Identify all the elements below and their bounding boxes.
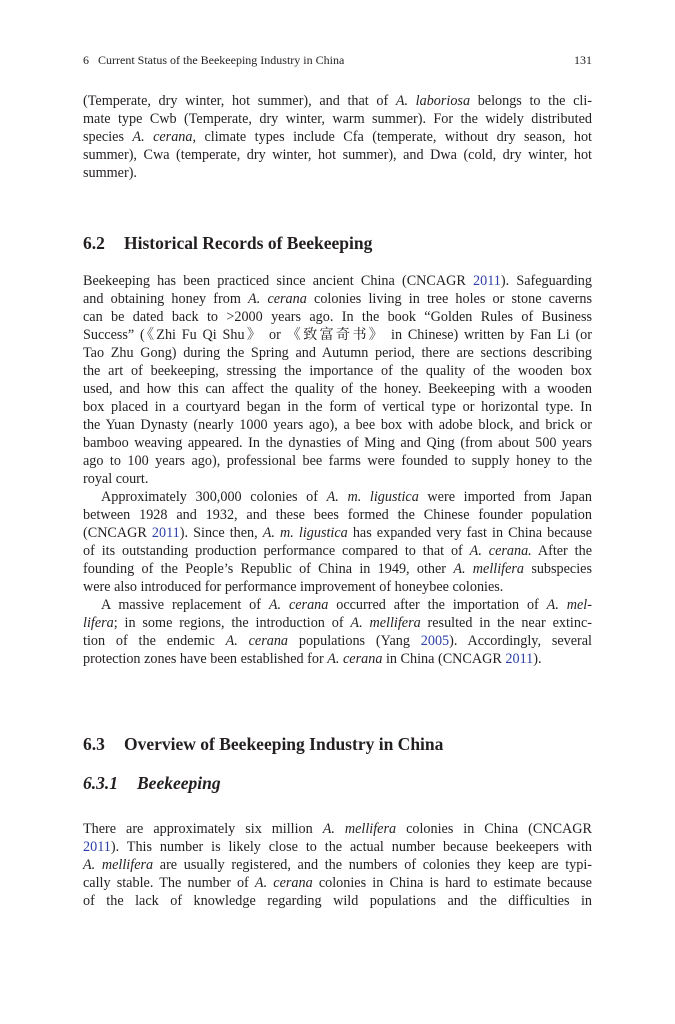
section-number: 6.3 bbox=[83, 734, 105, 754]
running-head bbox=[83, 53, 592, 68]
text-line: (CNCAGR 2011). Since then, A. m. ligustica has expanded very fast in China because bbox=[83, 525, 593, 541]
text-line: summer), Cwa (temperate, dry winter, hot summer), and Dwa (cold, dry winter, hot bbox=[83, 147, 592, 163]
text-line: (Temperate, dry winter, hot summer), and that of A. laboriosa belongs to the cli- bbox=[83, 93, 592, 109]
text-line: Tao Zhu Gong) during the Spring and Autumn period, there are sections describing bbox=[83, 345, 592, 361]
text-line: of its outstanding production performance compared to that of A. cerana. After the bbox=[83, 543, 593, 559]
section-heading-6-2 bbox=[83, 233, 372, 254]
citation-link[interactable]: 2011 bbox=[505, 651, 534, 667]
text-line: summer). bbox=[83, 165, 137, 181]
species-name: A. mellifera bbox=[350, 615, 421, 631]
running-head-chapter bbox=[83, 53, 344, 68]
species-name: A. m. ligustica bbox=[326, 489, 419, 505]
section-title: Overview of Beekeeping Industry in China bbox=[124, 734, 444, 754]
text-line: 2011). This number is likely close to the actual number because beekeepers with bbox=[83, 839, 592, 855]
text-line: mate type Cwb (Temperate, dry winter, warm summer). For the widely distributed bbox=[83, 111, 592, 127]
species-name: A. cerana bbox=[225, 633, 289, 649]
text-line: box placed in a courtyard began in the form of vertical type or horizontal type. In bbox=[83, 399, 592, 415]
subsection-title: Beekeeping bbox=[137, 773, 221, 793]
species-name: A. cerana bbox=[248, 291, 307, 307]
text-line: Beekeeping has been practiced since ancient China (CNCAGR 2011). Safeguarding bbox=[83, 273, 592, 289]
text-line: of the lack of knowledge regarding wild populations and the difficulties in bbox=[83, 893, 592, 909]
text-line: founding of the People’s Republic of China in 1949, other A. mellifera subspecies bbox=[83, 561, 592, 577]
species-name: A. mel- bbox=[546, 597, 592, 613]
citation-link[interactable]: 2011 bbox=[473, 273, 501, 289]
chapter-title: Current Status of the Beekeeping Industry in China bbox=[98, 53, 345, 67]
text-line: and obtaining honey from A. cerana colonies living in tree holes or stone caverns bbox=[83, 291, 592, 307]
section-heading-6-3 bbox=[83, 734, 443, 755]
species-name: A. mellifera bbox=[322, 821, 397, 837]
subsection-heading-6-3-1 bbox=[83, 773, 221, 794]
species-name: A. m. ligustica bbox=[262, 525, 348, 541]
section-number: 6.2 bbox=[83, 233, 105, 253]
text-line: were also introduced for performance improvement of honeybee colonies. bbox=[83, 579, 504, 595]
chapter-number: 6 bbox=[83, 53, 89, 67]
species-name: A. cerana. bbox=[469, 543, 532, 559]
text-line: can be dated back to >2000 years ago. In the book “Golden Rules of Business bbox=[83, 309, 592, 325]
citation-link[interactable]: 2011 bbox=[151, 525, 180, 541]
text-line: A. mellifera are usually registered, and the numbers of colonies they keep are typi- bbox=[83, 857, 592, 873]
text-line: lifera; in some regions, the introduction of A. mellifera resulted in the near extinc- bbox=[83, 615, 592, 631]
text-line: royal court. bbox=[83, 471, 149, 487]
species-name: A. cerana bbox=[268, 597, 329, 613]
text-line: Approximately 300,000 colonies of A. m. ligustica were imported from Japan bbox=[101, 489, 593, 505]
species-name: lifera bbox=[83, 615, 114, 631]
citation-link[interactable]: 2011 bbox=[83, 839, 111, 855]
text-line: There are approximately six million A. mellifera colonies in China (CNCAGR bbox=[83, 821, 593, 837]
species-name: A. cerana bbox=[327, 651, 383, 667]
text-line: ago to 100 years ago), professional bee farms were founded to supply honey to the bbox=[83, 453, 592, 469]
text-line: species A. cerana, climate types include Cfa (temperate, without dry season, hot bbox=[83, 129, 592, 145]
page-number: 131 bbox=[574, 53, 592, 67]
citation-link[interactable]: 2005 bbox=[420, 633, 450, 649]
species-name: A. mellifera bbox=[83, 857, 154, 873]
text-line: A massive replacement of A. cerana occurred after the importation of A. mel- bbox=[101, 597, 592, 613]
species-name: A. mellifera bbox=[453, 561, 525, 577]
text-line: used, and how this can affect the quality of the honey. Beekeeping with a wooden bbox=[83, 381, 592, 397]
text-line: the Yuan Dynasty (nearly 1000 years ago), a bee box with adobe block, and brick or bbox=[83, 417, 592, 433]
section-title: Historical Records of Beekeeping bbox=[124, 233, 373, 253]
text-line: the art of beekeeping, stressing the importance of the quality of the wooden box bbox=[83, 363, 592, 379]
text-line: between 1928 and 1932, and these bees formed the Chinese founder population bbox=[83, 507, 592, 523]
text-line: Success” (《Zhi Fu Qi Shu》 or 《致富奇书》 in Chinese) written by Fan Li (or bbox=[83, 327, 592, 343]
species-name: A. laboriosa bbox=[395, 93, 471, 109]
text-line: bamboo weaving appeared. In the dynasties of Ming and Qing (from about 500 years bbox=[83, 435, 592, 451]
text-line: tion of the endemic A. cerana populations (Yang 2005). Accordingly, several bbox=[83, 633, 592, 649]
species-name: A. cerana, bbox=[132, 129, 197, 145]
text-line: protection zones have been established for A. cerana in China (CNCAGR 2011). bbox=[83, 651, 542, 667]
species-name: A. cerana bbox=[254, 875, 313, 891]
text-line: cally stable. The number of A. cerana colonies in China is hard to estimate because bbox=[83, 875, 592, 891]
subsection-number: 6.3.1 bbox=[83, 773, 118, 793]
